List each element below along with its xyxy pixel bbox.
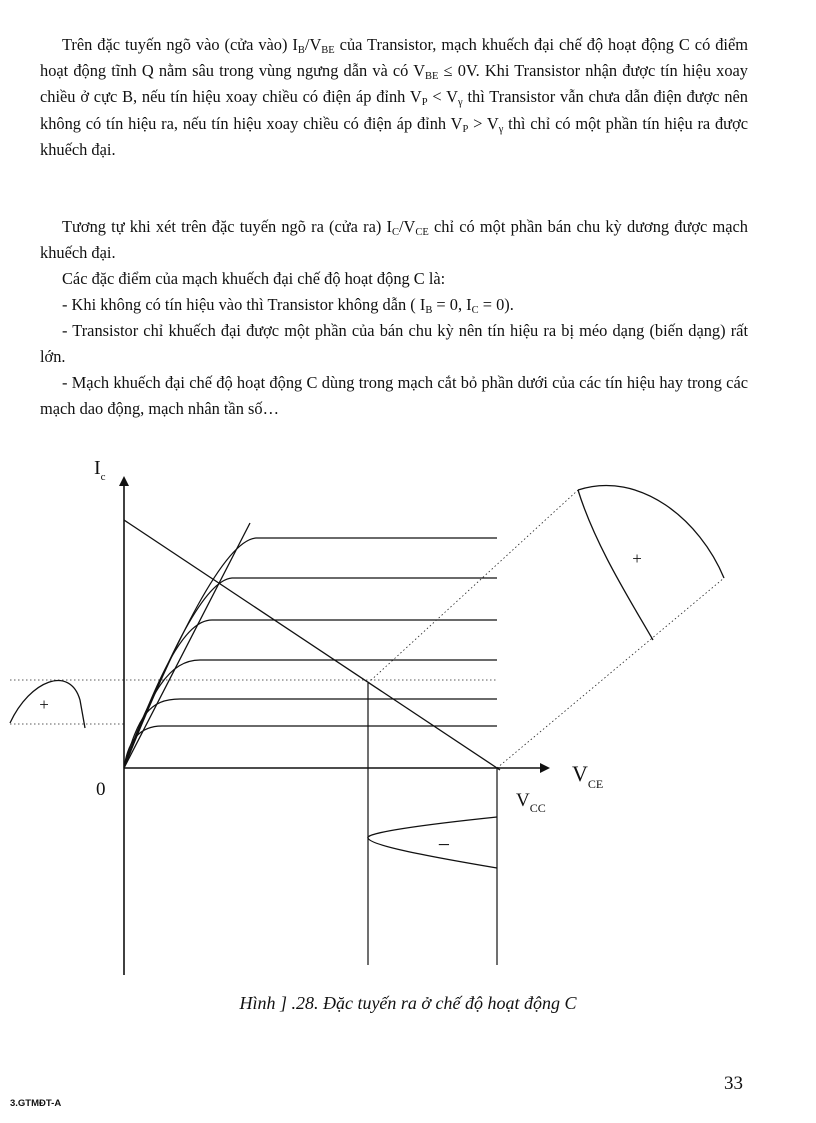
ib-curve-4	[124, 620, 497, 768]
input-signal-plus-sign: +	[39, 695, 49, 714]
vcc-projection-dotted-line	[497, 578, 724, 768]
paragraph-feature-distortion: - Transistor chỉ khuếch đại được một phần của bán chu kỳ nên tín hiệu ra bị méo dạng (biến dạng) rất lớn.	[40, 321, 748, 367]
footer-code: 3.GTMĐT-A	[10, 1098, 62, 1109]
page-number: 33	[724, 1073, 743, 1094]
paragraph-feature-no-signal: - Khi không có tín hiệu vào thì Transistor không dẫn ( $I_B = 0$, $I_C = 0$).	[62, 295, 514, 316]
paragraph-input-characteristic: Trên đặc tuyến ngõ vào (cửa vào) $I_B/V_{BE}$ của Transistor, mạch khuếch đại chế độ hoạt động C có điểm hoạt động tĩnh Q nằm sâu trong vùng ngưng dẫn và có $V_{BE} \le 0V$. Khi Transistor nhận được tín hiệu xoay chiều ở cực B, nếu tín hiệu xoay chiều có điện áp đỉnh $V_P < V_\gamma$ thì Transistor vẫn chưa dẫn điện được nên không có tín hiệu ra, nếu tín hiệu xoay chiều có điện áp đỉnh $V_P > V_\gamma$ thì chỉ có một phần tín hiệu ra được khuếch đại.	[40, 35, 749, 159]
paragraph-features-intro: Các đặc điểm của mạch khuếch đại chế độ hoạt động C là:	[62, 269, 446, 288]
output-current-wave-top	[578, 486, 724, 578]
ic-axis-label: $I_c$	[94, 457, 106, 483]
paragraph-feature-applications: - Mạch khuếch đại chế độ hoạt động C dùng trong mạch cắt bỏ phần dưới của các tín hiệu hay trong các mạch dao động, mạch nhân tần số…	[40, 373, 748, 419]
figure-caption: Hình ] .28. Đặc tuyến ra ở chế độ hoạt động C	[239, 993, 577, 1013]
paragraph-output-characteristic: Tương tự khi xét trên đặc tuyến ngõ ra (cửa ra) $I_C/V_{CE}$ chỉ có một phần bán chu kỳ dương được mạch khuếch đại.	[40, 217, 748, 263]
origin-label: 0	[96, 779, 106, 800]
class-c-output-characteristic-diagram	[0, 455, 816, 975]
vcc-label: $V_{CC}$	[516, 790, 546, 815]
ib-curve-2	[124, 699, 497, 768]
collector-curves	[124, 538, 497, 768]
ib-curve-3	[124, 660, 497, 768]
vce-axis-label: $V_{CE}$	[572, 761, 604, 791]
ib-curve-5	[124, 578, 497, 768]
load-line	[124, 520, 500, 770]
output-voltage-wave	[368, 817, 497, 868]
output-voltage-minus-sign: −	[437, 832, 451, 857]
q-projection-dotted-line	[368, 490, 578, 683]
ib-curve-1	[124, 726, 497, 768]
ib-curve-6	[124, 538, 497, 768]
output-current-plus-sign: +	[632, 549, 642, 568]
